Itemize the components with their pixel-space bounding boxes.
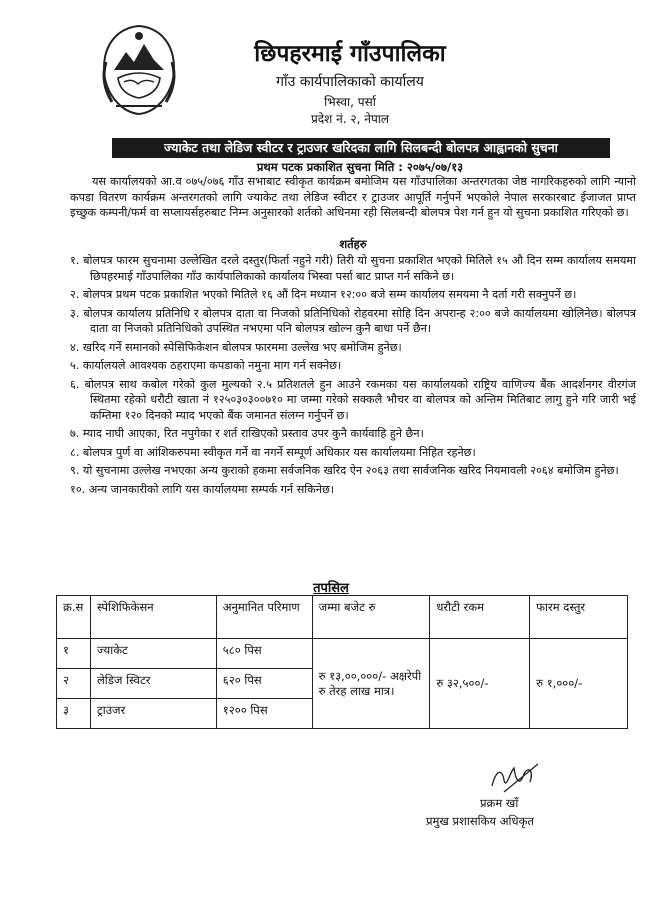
deposit-cell: रु ३२,५००/- [430,639,530,729]
signatory-title: प्रमुख प्रशासकिय अधिकृत [426,814,534,828]
conditions-list [70,253,636,500]
column-header: जम्मा बजेट रु [312,596,430,639]
condition-item: ७. म्याद नाघी आएका, रित नपुगेका र शर्त राखिएको प्रस्ताव उपर कुनै कार्यवाहि हुने छैन। [70,427,424,440]
signature-scribble-icon [484,762,544,796]
condition-item: ८. बोलपत्र पुर्ण वा आंशिकरुपमा स्वीकृत गर्ने वा नगर्ने सम्पूर्ण अधिकार यस कार्यालयमा निहित रहनेछ। [70,445,476,459]
condition-item: ६. बोलपत्र साथ कबोल गरेको कुल मुल्यको २.५ प्रतिशतले हुन आउने रकमका यस कार्यालयको राष्ट्रिय वाणिज्य बैंक आदर्शनगर वीरगंज स्थितमा रहेको धरौटी खाता नं १२५०३०३००७१० मा जम्मा गरेको सक्कलै भौचर वा बोलपत्र को अन्तिम मितिबाट लागु हुने गरि जारी भई कम्तिमा १२० दिनको म्याद भएको बैंक जमानत संलग्न गर्नुपर्ने छ। [70,377,636,422]
condition-item: १०. अन्य जानकारीको लागि यस कार्यालयमा सम्पर्क गर्न सकिनेछ। [70,482,335,496]
table-title: तपसिल [313,581,349,596]
serial-cell: ३ [57,699,91,729]
office-location: भिस्वा, पर्सा [324,95,376,109]
government-emblem-icon [96,22,182,118]
province-name: प्रदेश नं. २, नेपाल [310,112,390,126]
signatory-name: प्रक्रम खाँ [480,796,519,810]
conditions-title: शर्तहरु [339,237,367,251]
condition-item: ४. खरिद गर्ने समानको स्पेसिफिकेशन बोलपत्र फारममा उल्लेख भए बमोजिम हुनेछ। [70,340,402,354]
publication-date: प्रथम पटक प्रकाशित सुचना मिति : २०७५/०७/१३ [256,160,464,174]
serial-cell: २ [57,669,91,699]
intro-paragraph: यस कार्यालयको आ.व ०७५/०७६ गाँउ सभाबाट स्वीकृत कार्यक्रम बमोजिम यस गाँउपालिका अन्तरगतका जेष्ठ नागरिकहरुको लागि न्यानो कपडा वितरण कार्यक्रम अन्तरगतको लागि ज्याकेट तथा लेडिज स्वीटर र ट्राउजर आपूर्ति गर्नुपर्ने भएकोले नेपाल सरकारबाट ईजाजत प्राप्त इच्छुक कम्पनी/फर्म वा सप्लायर्सहरुबाट निम्न अनुसारको शर्तको अधिनमा रही सिलबन्दी बोलपत्र पेश गर्न हुन यो सुचना प्रकाशित गरिएको छ। [70,175,636,219]
condition-item: ३. बोलपत्र कार्यालय प्रतिनिधि र बोलपत्र दाता वा निजको प्रतिनिधिको रोहवरमा सोहि दिन अपरान्ह २:०० बजे कार्यालयमा खोलिनेछ। बोलपत्र दाता वा निजको प्रतिनिधिको उपस्थित नभएमा पनि बोलपत्र खोल्न कुनै बाधा पर्ने छैन। [70,306,636,335]
column-header: क्र.स [57,596,91,639]
condition-item: ५. कार्यालयले आवश्यक ठहराएमा कपडाको नमुना माग गर्न सक्नेछ। [70,359,342,372]
quantity-cell: ५८० पिस [216,639,312,669]
condition-item: ९. यो सुचनामा उल्लेख नभएका अन्य कुराको हकमा सर्वजनिक खरिद ऐन २०६३ तथा सार्वजनिक खरिद नियमावली २०६४ बमोजिम हुनेछ। [70,464,619,477]
column-header: धरौटी रकम [430,596,530,639]
serial-cell: १ [57,639,91,669]
office-name: गाँउ कार्यपालिकाको कार्यालय [276,74,424,90]
spec-cell: लेडिज स्विटर [90,669,216,699]
specification-table [56,595,628,729]
condition-item: १. बोलपत्र फारम सुचनामा उल्लेखित दरले दस्तुर(फिर्ता नहुने गरी) तिरी यो सुचना प्रकाशित भएको मितिले १५ औ दिन सम्म कार्यालय समयमा छिपहरमाई गाँउपालिका गाँउ कार्यपालिकाको कार्यालय भिस्वा पर्सा बाट प्राप्त गर्न सकिने छ। [70,254,636,283]
column-header: अनुमानित परिमाण [216,596,312,639]
spec-cell: ट्राउजर [90,699,216,729]
form-fee-cell: रु १,०००/- [530,639,628,729]
municipality-name: छिपहरमाई गाँउपालिका [254,41,446,67]
column-header: स्पेशिफिकेसन [90,596,216,639]
quantity-cell: १२०० पिस [216,699,312,729]
table-row [57,639,628,669]
notice-heading: ज्याकेट तथा लेडिज स्वीटर र ट्राउजर खरिदका लागि सिलबन्दी बोलपत्र आह्वानको सुचना [112,138,610,158]
quantity-cell: ६२० पिस [216,669,312,699]
spec-cell: ज्याकेट [90,639,216,669]
budget-cell: रु १३,००,०००/- अक्षरेपी रु तेरह लाख मात्र। [312,639,430,729]
table-header-row [57,596,628,639]
condition-item: २. बोलपत्र प्रथम पटक प्रकाशित भएको मितिले १६ औं दिन मध्यान १२:०० बजे सम्म कार्यालय समयमा नै दर्ता गरी सक्नुपर्ने छ। [70,288,577,301]
column-header: फारम दस्तुर [530,596,628,639]
